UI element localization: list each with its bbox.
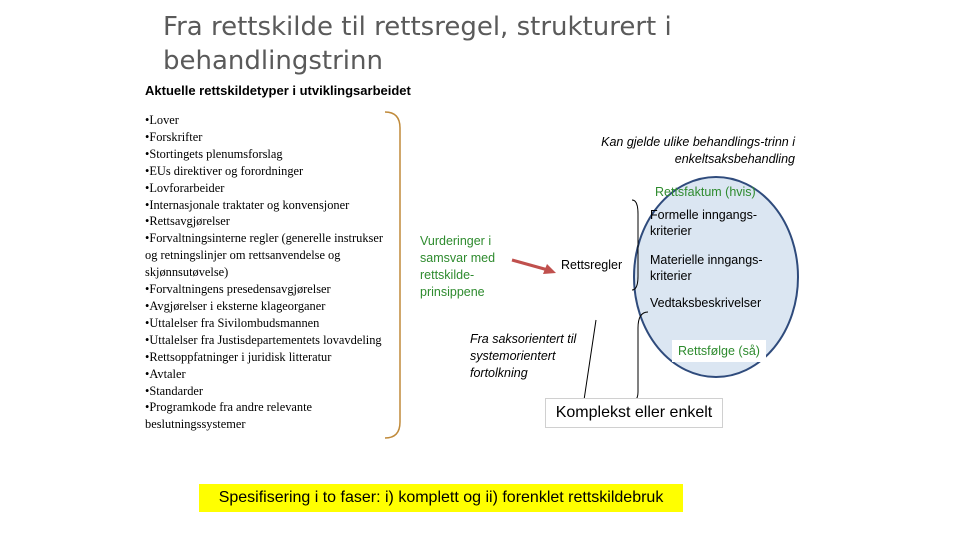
ellipse-consequence: Rettsfølge (så) xyxy=(672,340,766,362)
ellipse-formal: Formelle inngangs-kriterier xyxy=(650,208,757,238)
bracket-shape xyxy=(385,112,400,438)
source-item: • Rettsavgjørelser xyxy=(145,213,395,230)
source-item: • Avtaler xyxy=(145,366,395,383)
ellipse-material: Materielle inngangs-kriterier xyxy=(650,253,763,283)
source-item: • Uttalelser fra Sivilombudsmannen xyxy=(145,315,395,332)
source-item: • Internasjonale traktater og konvensjoner xyxy=(145,197,395,214)
complexity-box: Komplekst eller enkelt xyxy=(545,398,723,428)
source-item: • Standarder xyxy=(145,383,395,400)
arrow-line xyxy=(512,260,548,270)
note-treatment-steps: Kan gjelde ulike behandlings-trinn i enkeltsaksbehandling xyxy=(601,135,795,166)
source-item: • Stortingets plenumsforslag xyxy=(145,146,395,163)
page-title: Fra rettskilde til rettsregel, strukturert i behandlingstrinn xyxy=(163,12,672,76)
ellipse-decision: Vedtaksbeskrivelser xyxy=(650,296,762,310)
ellipse-fact: Rettsfaktum (hvis) xyxy=(655,185,756,199)
source-list-heading: Aktuelle rettskildetyper i utviklingsarbeidet xyxy=(145,83,411,98)
specification-box: Spesifisering i to faser: i) komplett og ii) forenklet rettskildebruk xyxy=(199,484,683,512)
source-item: • EUs direktiver og forordninger xyxy=(145,163,395,180)
source-item: • Lover xyxy=(145,112,395,129)
source-item: • Lovforarbeider xyxy=(145,180,395,197)
source-item: • Uttalelser fra Justisdepartementets lovavdeling xyxy=(145,332,395,349)
assessment-label: Vurderinger i samsvar med rettskilde-prinsippene xyxy=(420,234,496,299)
source-item: • Programkode fra andre relevante beslutningssystemer xyxy=(145,399,395,433)
source-item: • Forvaltningens presedensavgjørelser xyxy=(145,281,395,298)
source-item: • Forskrifter xyxy=(145,129,395,146)
source-item: • Forvaltningsinterne regler (generelle instrukser og retningslinjer om rettsanvendelse og skjønnsutøvelse) xyxy=(145,230,395,281)
note-interpretation: Fra saksorientert til systemorientert fortolkning xyxy=(470,332,577,380)
rules-label: Rettsregler xyxy=(561,258,623,272)
source-item: • Rettsoppfatninger i juridisk litteratur xyxy=(145,349,395,366)
source-item: • Avgjørelser i eksterne klageorganer xyxy=(145,298,395,315)
